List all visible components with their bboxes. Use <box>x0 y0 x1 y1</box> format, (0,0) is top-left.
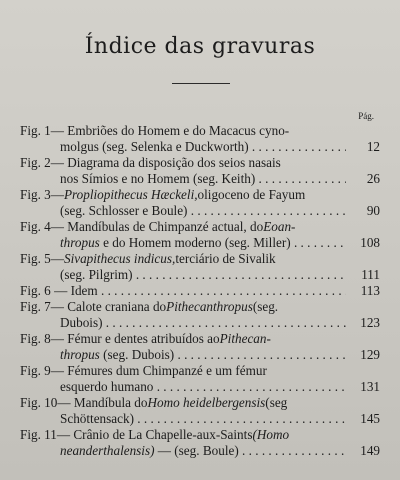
species-name: Propliopithecus Hæckeli, <box>63 187 198 202</box>
species-name: Eoan- <box>263 219 296 234</box>
entry-text: e do Homem moderno (seg. Miller) <box>99 235 291 250</box>
page-number: 26 <box>366 171 380 186</box>
species-name: thropus <box>60 347 100 362</box>
index-entry-fig-5 <box>20 251 380 283</box>
species-name: thropus <box>60 235 100 250</box>
page-number: 108 <box>360 235 380 250</box>
entry-text: (seg. <box>252 299 279 314</box>
species-name: Homo heidelbergensis <box>147 395 266 410</box>
entry-text: Dubois) <box>60 315 103 330</box>
entry-text: — Embriões do Homem e do Macacus cyno- <box>50 123 290 138</box>
page-title: Índice das gravuras <box>84 34 316 59</box>
index-entry-fig-1 <box>20 123 380 155</box>
fig-label: Fig. 8 <box>20 331 51 346</box>
entry-text: — Mandíbulas de Chimpanzé actual, do <box>50 219 264 234</box>
entry-text: — Diagrama da disposição dos seios nasais <box>50 155 281 170</box>
page-number: 129 <box>360 347 380 362</box>
entry-text: — (seg. Boule) <box>154 443 239 458</box>
entry-text: (seg. Dubois) <box>99 347 175 362</box>
entry-text: — Mandíbula do <box>57 395 148 410</box>
entry-text: — Calote craniana do <box>50 299 167 314</box>
species-name: (Homo <box>252 427 290 442</box>
page-column-label: Pág. <box>358 111 374 121</box>
index-entry-fig-11 <box>20 427 380 459</box>
fig-label: Fig. 7 <box>20 299 51 314</box>
page-number: 111 <box>361 267 380 282</box>
index-entry-fig-2 <box>20 155 380 187</box>
index-entry-fig-9 <box>20 363 380 395</box>
species-name: Pithecanthropus <box>166 299 253 314</box>
index-entry-fig-4 <box>20 219 380 251</box>
entry-text: molgus (seg. Selenka e Duckworth) <box>60 139 249 154</box>
page-number: 90 <box>366 203 380 218</box>
index-entry-fig-8 <box>20 331 380 363</box>
entry-text: Schöttensack) <box>60 411 134 426</box>
entry-text: esquerdo humano <box>60 379 154 394</box>
page-number: 149 <box>360 443 380 458</box>
fig-label: Fig. 11 <box>20 427 57 442</box>
entry-text: (seg. Pilgrim) <box>60 267 133 282</box>
page-number: 12 <box>366 139 380 154</box>
page-number: 123 <box>360 315 380 330</box>
fig-label: Fig. 5 <box>20 251 51 266</box>
entry-text: — Fémur e dentes atribuídos ao <box>50 331 220 346</box>
index-entry-fig-10 <box>20 395 380 427</box>
fig-label: Fig. 2 <box>20 155 51 170</box>
species-name: neanderthalensis) <box>60 443 155 458</box>
fig-label: Fig. 9 <box>20 363 51 378</box>
entry-text: terciário de Sivalik <box>175 251 276 266</box>
entry-text: nos Símios e no Homem (seg. Keith) <box>60 171 256 186</box>
page-number: 131 <box>360 379 380 394</box>
entry-text: oligoceno de Fayum <box>197 187 306 202</box>
title-rule <box>172 83 230 84</box>
entry-text: (seg. Schlosser e Boule) <box>60 203 188 218</box>
page-number: 145 <box>360 411 380 426</box>
fig-label: Fig. 6 <box>20 283 51 298</box>
index-entry-fig-7 <box>20 299 380 331</box>
entry-text: — <box>50 187 64 202</box>
species-name: Pithecan- <box>219 331 271 346</box>
index-entry-fig-3 <box>20 187 380 219</box>
entry-text: — Fémures dum Chimpanzé e um fémur <box>50 363 267 378</box>
entry-text: — Idem <box>50 283 98 298</box>
fig-label: Fig. 4 <box>20 219 51 234</box>
fig-label: Fig. 10 <box>20 395 58 410</box>
entry-text: — Crânio de La Chapelle-aux-Saints <box>56 427 253 442</box>
index-entry-fig-6 <box>20 283 380 299</box>
fig-label: Fig. 1 <box>20 123 51 138</box>
entry-text: (seg <box>265 395 288 410</box>
entry-text: — <box>50 251 64 266</box>
species-name: Sivapithecus indicus, <box>63 251 176 266</box>
page-number: 113 <box>360 283 380 298</box>
fig-label: Fig. 3 <box>20 187 51 202</box>
